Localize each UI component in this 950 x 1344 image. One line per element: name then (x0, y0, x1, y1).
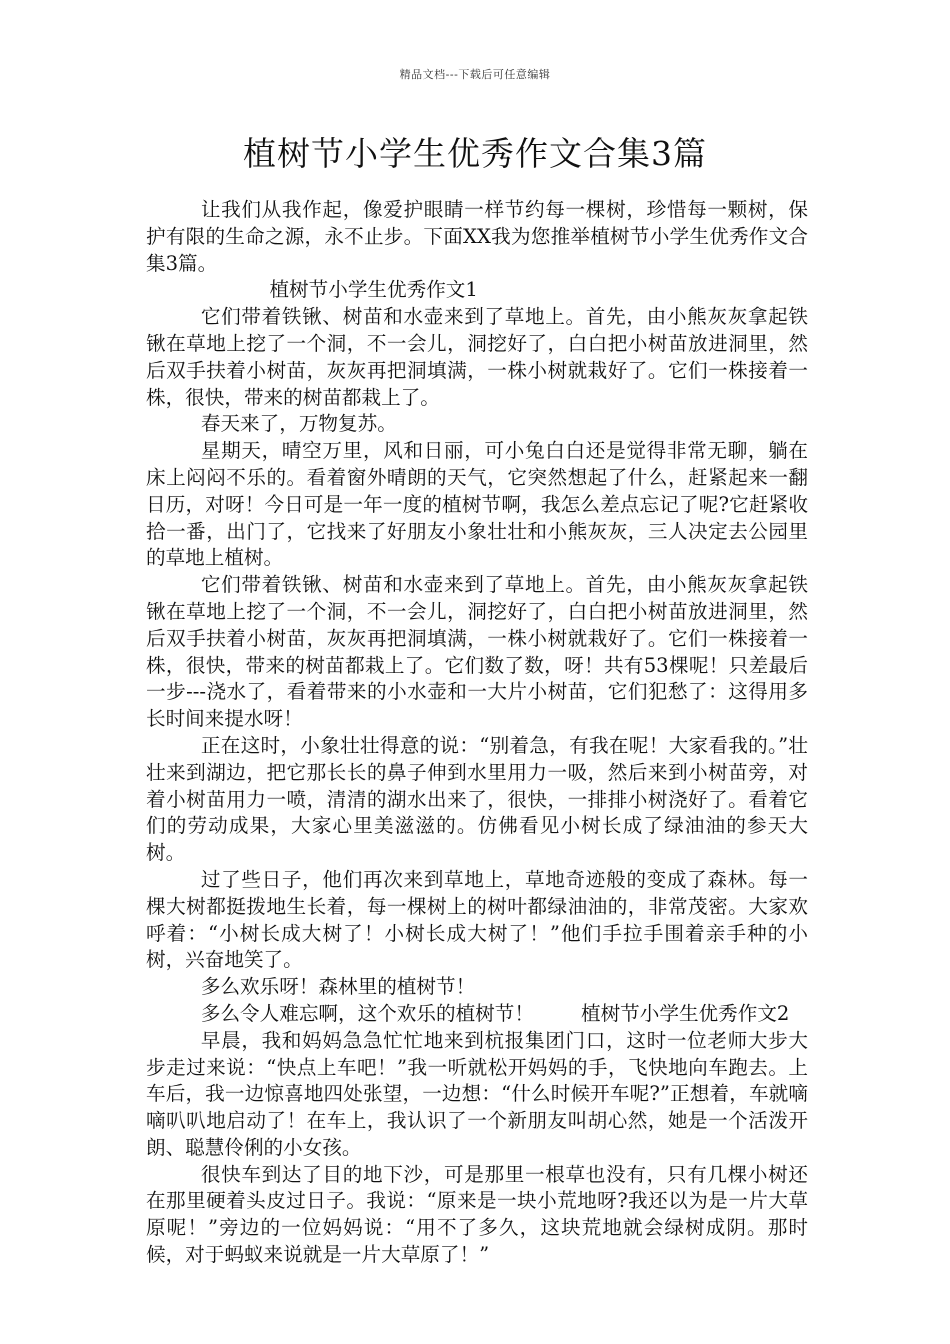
body-paragraph: 很快车到达了目的地下沙，可是那里一根草也没有，只有几棵小树还在那里硬着头皮过日子。我说：“原来是一块小荒地呀?我还以为是一片大草原呢！”旁边的一位妈妈说：“用不了多久，这块荒地就会绿树成阴。那时候，对于蚂蚁来说就是一片大草原了！” (146, 1162, 808, 1267)
closing-line: 多么令人难忘啊，这个欢乐的植树节！ (200, 1001, 534, 1025)
body-paragraph: 春天来了，万物复苏。 (200, 412, 397, 436)
body-paragraph: 它们带着铁锹、树苗和水壶来到了草地上。首先，由小熊灰灰拿起铁锹在草地上挖了一个洞，不一会儿，洞挖好了，白白把小树苗放进洞里，然后双手扶着小树苗，灰灰再把洞填满，一株小树就栽好了。它们一株接着一株，很快，带来的树苗都栽上了。它们数了数，呀！共有53棵呢！只差最后一步---浇水了，看着带来的小水壶和一大片小树苗，它们犯愁了：这得用多长时间来提水呀！ (146, 573, 808, 731)
essay-2-heading: 植树节小学生优秀作文2 (581, 1001, 790, 1025)
body-paragraph: 它们带着铁锹、树苗和水壶来到了草地上。首先，由小熊灰灰拿起铁锹在草地上挖了一个洞，不一会儿，洞挖好了，白白把小树苗放进洞里，然后双手扶着小树苗，灰灰再把洞填满，一株小树就栽好了。它们一株接着一株，很快，带来的树苗都栽上了。 (146, 305, 808, 409)
document-body (146, 197, 808, 1269)
essay-1-heading: 植树节小学生优秀作文1 (269, 278, 478, 302)
body-paragraph: 星期天，晴空万里，风和日丽，可小兔白白还是觉得非常无聊，躺在床上闷闷不乐的。看着窗外晴朗的天气，它突然想起了什么，赶紧起来一翻日历，对呀！今日可是一年一度的植树节啊，我怎么差点忘记了呢?它赶紧收拾一番，出门了，它找来了好朋友小象壮壮和小熊灰灰，三人决定去公园里的草地上植树。 (146, 439, 808, 570)
page-header-note: 精品文档---下载后可任意编辑 (399, 68, 551, 81)
body-paragraph: 过了些日子，他们再次来到草地上，草地奇迹般的变成了森林。每一棵大树都挺拨地生长着，每一棵树上的树叶都绿油油的，非常茂密。大家欢呼着：“小树长成大树了！小树长成大树了！”他们手拉手围着亲手种的小树，兴奋地笑了。 (146, 867, 808, 972)
body-paragraph: 多么欢乐呀！森林里的植树节！ (200, 975, 476, 999)
body-paragraph: 正在这时，小象壮壮得意的说：“别着急，有我在呢！大家看我的。”壮壮来到湖边，把它那长长的鼻子伸到水里用力一吸，然后来到小树苗旁，对着小树苗用力一喷，清清的湖水出来了，很快，一排排小树浇好了。看着它们的劳动成果，大家心里美滋滋的。仿佛看见小树长成了绿油油的参天大树。 (146, 733, 808, 865)
closing-paragraph (146, 1001, 808, 1028)
body-paragraph: 早晨，我和妈妈急急忙忙地来到杭报集团门口，这时一位老师大步大步走过来说：“快点上车吧！”我一听就松开妈妈的手，飞快地向车跑去。上车后，我一边惊喜地四处张望，一边想：“什么时候开车呢?”正想着，车就嘀嘀叭叭地启动了！在车上，我认识了一个新朋友叫胡心然，她是一个活泼开朗、聪慧伶俐的小女孩。 (146, 1028, 808, 1159)
intro-paragraph: 让我们从我作起，像爱护眼睛一样节约每一棵树，珍惜每一颗树，保护有限的生命之源，永不止步。下面XX我为您推举植树节小学生优秀作文合集3篇。 (146, 198, 808, 275)
document-title: 植树节小学生优秀作文合集3篇 (243, 134, 707, 173)
